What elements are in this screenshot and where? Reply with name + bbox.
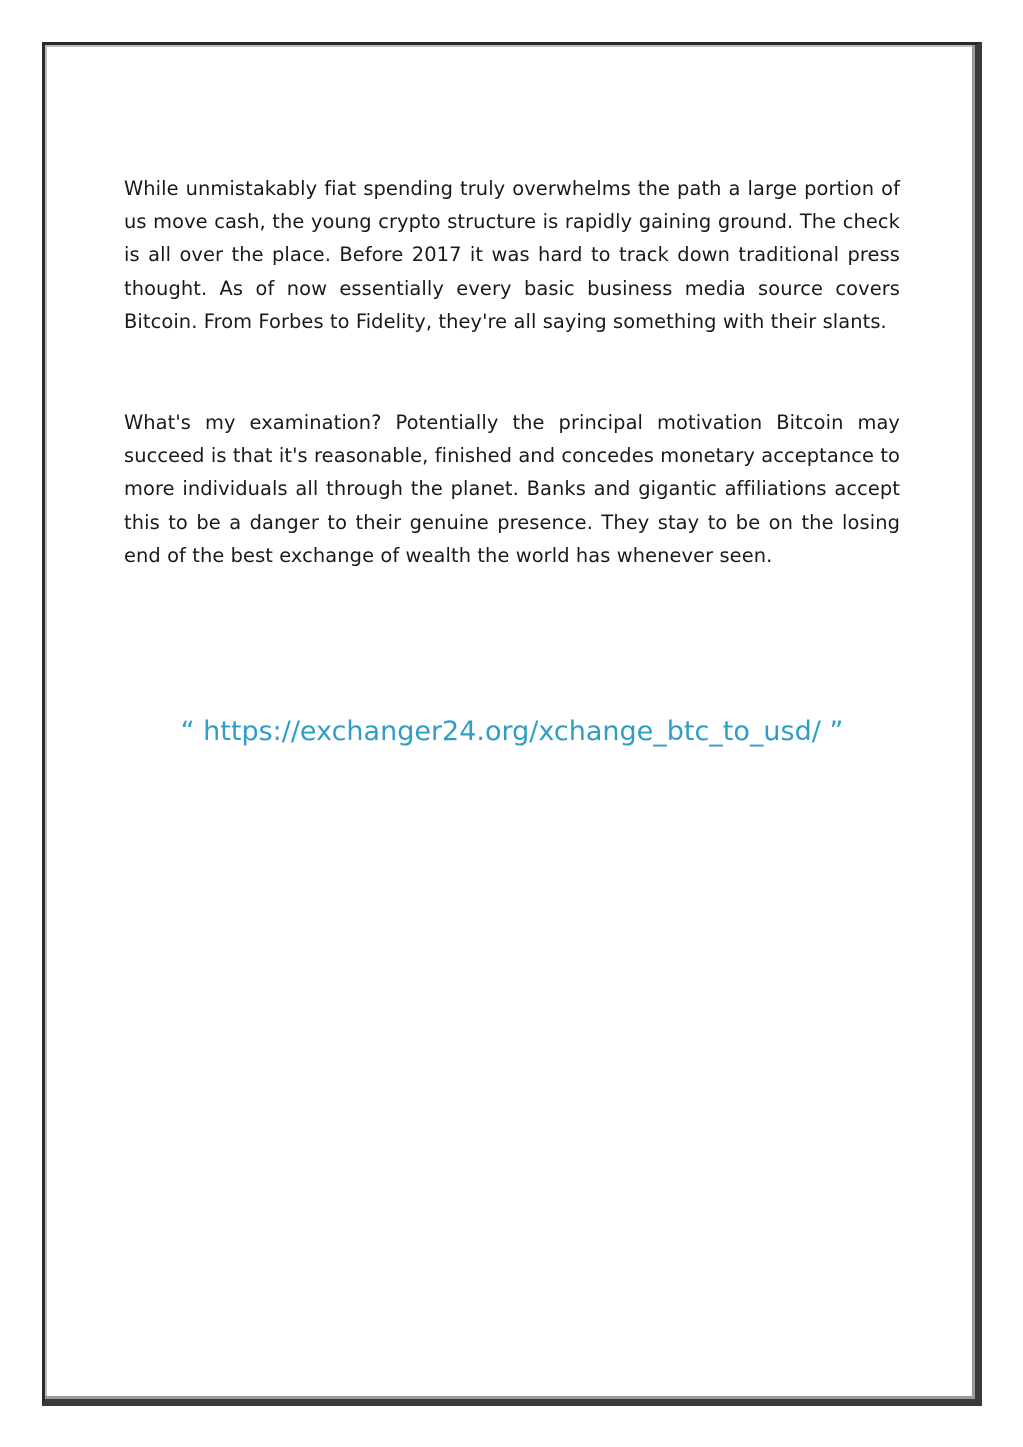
paragraph: While unmistakably fiat spending truly overwhelms the path a large portion of us move cash, the young crypto structure is rapidly gaining ground. The check is all over the place. Before 2017 it was hard to track down traditional press thought. As of now essentially every basic business media source covers Bitcoin. From Forbes to Fidelity, they're all saying something with their slants.: [124, 177, 900, 333]
paragraph: What's my examination? Potentially the principal motivation Bitcoin may succeed is that it's reasonable, finished and concedes monetary acceptance to more individuals all through the planet. Banks and gigantic affiliations accept this to be a danger to their genuine presence. They stay to be on the losing end of the best exchange of wealth the world has whenever seen.: [124, 411, 900, 567]
open-quote: “: [180, 716, 195, 747]
document-body: [124, 172, 900, 572]
link-line: [42, 712, 982, 752]
close-quote: ”: [829, 716, 844, 747]
exchange-link[interactable]: https://exchanger24.org/xchange_btc_to_usd/: [203, 716, 821, 747]
